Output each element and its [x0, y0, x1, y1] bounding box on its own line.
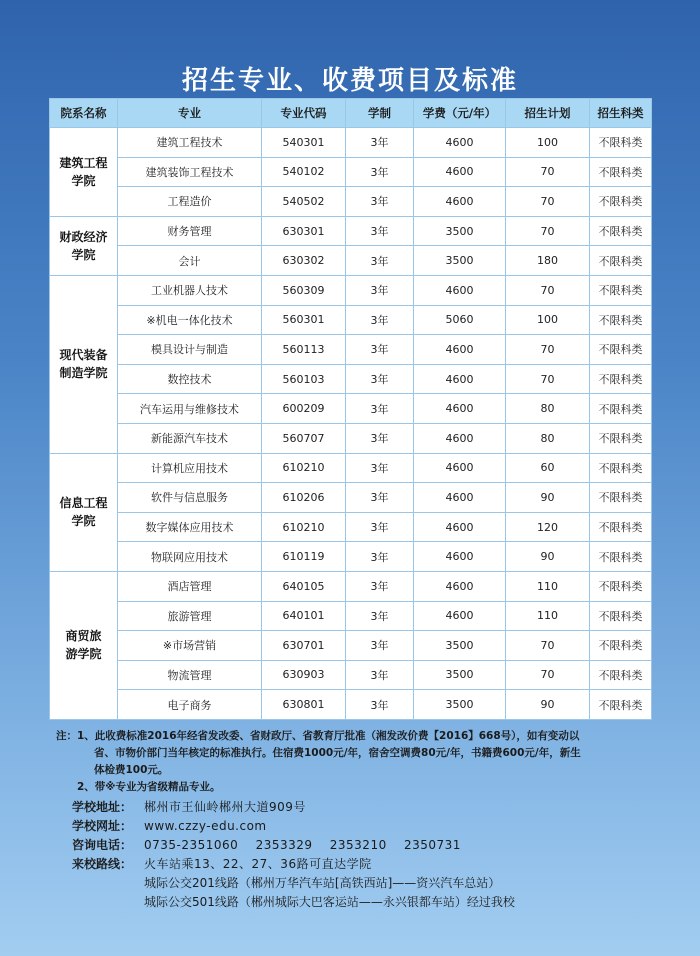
table-row: [50, 275, 652, 305]
duration-cell: 3年: [346, 216, 414, 246]
major-cell: 数字媒体应用技术: [118, 512, 262, 542]
category-cell: 不限科类: [590, 631, 652, 661]
table-row: [50, 512, 652, 542]
duration-cell: 3年: [346, 571, 414, 601]
college-cell: [50, 275, 118, 453]
duration-cell: 3年: [346, 542, 414, 572]
fee-table-container: [49, 98, 651, 720]
code-cell: 540301: [262, 128, 346, 158]
table-row: [50, 157, 652, 187]
college-name-line: 现代装备: [59, 348, 108, 363]
tuition-cell: 3500: [414, 660, 506, 690]
plan-cell: 110: [506, 571, 590, 601]
college-name-line: 游学院: [65, 647, 102, 662]
table-row: [50, 246, 652, 276]
code-cell: 630801: [262, 690, 346, 720]
website-link[interactable]: www.czzy-edu.com: [144, 819, 267, 833]
plan-cell: 180: [506, 246, 590, 276]
tuition-cell: 4600: [414, 275, 506, 305]
table-row: [50, 601, 652, 631]
major-cell: 物流管理: [118, 660, 262, 690]
plan-cell: 70: [506, 631, 590, 661]
plan-cell: 110: [506, 601, 590, 631]
plan-cell: 70: [506, 660, 590, 690]
tuition-cell: 3500: [414, 216, 506, 246]
college-cell: [50, 453, 118, 571]
plan-cell: 70: [506, 275, 590, 305]
college-cell: [50, 571, 118, 719]
major-cell: 计算机应用技术: [118, 453, 262, 483]
category-cell: 不限科类: [590, 483, 652, 513]
duration-cell: 3年: [346, 394, 414, 424]
major-cell: 汽车运用与维修技术: [118, 394, 262, 424]
table-row: [50, 690, 652, 720]
address-label: 学校地址：: [72, 800, 133, 814]
table-row: [50, 187, 652, 217]
category-cell: 不限科类: [590, 512, 652, 542]
category-cell: 不限科类: [590, 660, 652, 690]
major-cell: 建筑装饰工程技术: [118, 157, 262, 187]
route-label: 来校路线：: [72, 857, 133, 871]
category-cell: 不限科类: [590, 571, 652, 601]
code-cell: 560113: [262, 335, 346, 365]
phone-value: 0735-2351060 2353329 2353210 2350731: [144, 838, 461, 852]
tuition-cell: 4600: [414, 483, 506, 513]
major-cell: 工程造价: [118, 187, 262, 217]
tuition-cell: 3500: [414, 690, 506, 720]
duration-cell: 3年: [346, 335, 414, 365]
duration-cell: 3年: [346, 364, 414, 394]
code-cell: 610210: [262, 453, 346, 483]
duration-cell: 3年: [346, 305, 414, 335]
category-cell: 不限科类: [590, 542, 652, 572]
website-row: [72, 817, 672, 836]
table-body: [50, 128, 652, 720]
contact-info: [72, 798, 672, 912]
duration-cell: 3年: [346, 275, 414, 305]
category-cell: 不限科类: [590, 423, 652, 453]
major-cell: 酒店管理: [118, 571, 262, 601]
table-row: [50, 128, 652, 158]
major-cell: 会计: [118, 246, 262, 276]
tuition-cell: 4600: [414, 335, 506, 365]
category-cell: 不限科类: [590, 305, 652, 335]
duration-cell: 3年: [346, 157, 414, 187]
code-cell: 610206: [262, 483, 346, 513]
tuition-cell: 4600: [414, 512, 506, 542]
website-label: 学校网址：: [72, 819, 133, 833]
table-row: [50, 453, 652, 483]
category-cell: 不限科类: [590, 216, 652, 246]
duration-cell: 3年: [346, 423, 414, 453]
plan-cell: 60: [506, 453, 590, 483]
address-value: 郴州市王仙岭郴州大道909号: [144, 800, 306, 814]
route-line-1: 火车站乘13、22、27、36路可直达学院: [144, 857, 372, 871]
header-code: 专业代码: [262, 99, 346, 128]
category-cell: 不限科类: [590, 246, 652, 276]
major-cell: 旅游管理: [118, 601, 262, 631]
tuition-cell: 4600: [414, 187, 506, 217]
college-name-line: 建筑工程: [59, 155, 108, 170]
category-cell: 不限科类: [590, 187, 652, 217]
plan-cell: 120: [506, 512, 590, 542]
header-college: 院系名称: [50, 99, 118, 128]
note-line-3: 体检费100元。: [94, 764, 169, 776]
header-category: 招生科类: [590, 99, 652, 128]
code-cell: 560707: [262, 423, 346, 453]
duration-cell: 3年: [346, 128, 414, 158]
note-line-2: 省、市物价部门当年核定的标准执行。住宿费1000元/年，宿舍空调费80元/年，书籍费600元/年，新生: [94, 747, 581, 759]
category-cell: 不限科类: [590, 157, 652, 187]
college-name-line: 制造学院: [59, 366, 108, 381]
tuition-cell: 4600: [414, 542, 506, 572]
notes: [56, 728, 666, 796]
code-cell: 600209: [262, 394, 346, 424]
code-cell: 560309: [262, 275, 346, 305]
category-cell: 不限科类: [590, 394, 652, 424]
header-major: 专业: [118, 99, 262, 128]
category-cell: 不限科类: [590, 601, 652, 631]
address-row: [72, 798, 672, 817]
duration-cell: 3年: [346, 512, 414, 542]
duration-cell: 3年: [346, 187, 414, 217]
route-line-2: 城际公交201线路（郴州万华汽车站[高铁西站]——资兴汽车总站）: [144, 876, 501, 890]
tuition-cell: 4600: [414, 394, 506, 424]
table-row: [50, 335, 652, 365]
major-cell: 工业机器人技术: [118, 275, 262, 305]
major-cell: 建筑工程技术: [118, 128, 262, 158]
category-cell: 不限科类: [590, 128, 652, 158]
duration-cell: 3年: [346, 660, 414, 690]
duration-cell: 3年: [346, 483, 414, 513]
table-row: [50, 542, 652, 572]
code-cell: 540102: [262, 157, 346, 187]
phone-row: [72, 836, 672, 855]
table-row: [50, 364, 652, 394]
plan-cell: 100: [506, 128, 590, 158]
plan-cell: 80: [506, 423, 590, 453]
phone-label: 咨询电话：: [72, 838, 133, 852]
college-cell: [50, 128, 118, 217]
plan-cell: 90: [506, 483, 590, 513]
plan-cell: 70: [506, 157, 590, 187]
duration-cell: 3年: [346, 690, 414, 720]
tuition-cell: 4600: [414, 128, 506, 158]
college-name-line: 学院: [71, 247, 96, 262]
major-cell: 新能源汽车技术: [118, 423, 262, 453]
code-cell: 560103: [262, 364, 346, 394]
major-cell: ※市场营销: [118, 631, 262, 661]
major-cell: 软件与信息服务: [118, 483, 262, 513]
major-cell: 电子商务: [118, 690, 262, 720]
tuition-cell: 4600: [414, 453, 506, 483]
header-plan: 招生计划: [506, 99, 590, 128]
college-name-line: 财政经济: [59, 229, 108, 244]
major-cell: 模具设计与制造: [118, 335, 262, 365]
tuition-cell: 5060: [414, 305, 506, 335]
code-cell: 630302: [262, 246, 346, 276]
table-row: [50, 216, 652, 246]
table-row: [50, 305, 652, 335]
header-duration: 学制: [346, 99, 414, 128]
fee-table: [49, 98, 652, 720]
code-cell: 640101: [262, 601, 346, 631]
plan-cell: 70: [506, 216, 590, 246]
college-name-line: 信息工程: [59, 496, 108, 511]
table-header-row: [50, 99, 652, 128]
category-cell: 不限科类: [590, 275, 652, 305]
note-line-1: 注：1、此收费标准2016年经省发改委、省财政厅、省教育厅批准（湘发改价费【2016】668号），如有变动以: [56, 730, 580, 742]
table-row: [50, 423, 652, 453]
major-cell: ※机电一体化技术: [118, 305, 262, 335]
plan-cell: 80: [506, 394, 590, 424]
tuition-cell: 4600: [414, 571, 506, 601]
header-tuition: 学费（元/年）: [414, 99, 506, 128]
category-cell: 不限科类: [590, 335, 652, 365]
college-cell: [50, 216, 118, 275]
tuition-cell: 4600: [414, 364, 506, 394]
college-name-line: 学院: [71, 514, 96, 529]
plan-cell: 70: [506, 187, 590, 217]
plan-cell: 90: [506, 690, 590, 720]
plan-cell: 70: [506, 364, 590, 394]
major-cell: 财务管理: [118, 216, 262, 246]
tuition-cell: 4600: [414, 601, 506, 631]
major-cell: 物联网应用技术: [118, 542, 262, 572]
table-row: [50, 660, 652, 690]
code-cell: 630903: [262, 660, 346, 690]
code-cell: 610210: [262, 512, 346, 542]
code-cell: 610119: [262, 542, 346, 572]
route-row: [72, 855, 672, 874]
plan-cell: 70: [506, 335, 590, 365]
tuition-cell: 3500: [414, 631, 506, 661]
page-title: 招生专业、收费项目及标准: [181, 66, 518, 96]
tuition-cell: 4600: [414, 423, 506, 453]
plan-cell: 100: [506, 305, 590, 335]
category-cell: 不限科类: [590, 364, 652, 394]
duration-cell: 3年: [346, 631, 414, 661]
table-row: [50, 631, 652, 661]
note-line-4: 2、带※专业为省级精品专业。: [77, 781, 221, 793]
duration-cell: 3年: [346, 601, 414, 631]
code-cell: 630701: [262, 631, 346, 661]
table-row: [50, 394, 652, 424]
table-row: [50, 483, 652, 513]
table-row: [50, 571, 652, 601]
major-cell: 数控技术: [118, 364, 262, 394]
duration-cell: 3年: [346, 246, 414, 276]
code-cell: 540502: [262, 187, 346, 217]
category-cell: 不限科类: [590, 690, 652, 720]
tuition-cell: 4600: [414, 157, 506, 187]
college-name-line: 商贸旅: [65, 629, 102, 644]
code-cell: 560301: [262, 305, 346, 335]
code-cell: 640105: [262, 571, 346, 601]
college-name-line: 学院: [71, 173, 96, 188]
duration-cell: 3年: [346, 453, 414, 483]
route-line-3: 城际公交501线路（郴州城际大巴客运站——永兴银都车站）经过我校: [144, 895, 515, 909]
code-cell: 630301: [262, 216, 346, 246]
plan-cell: 90: [506, 542, 590, 572]
tuition-cell: 3500: [414, 246, 506, 276]
category-cell: 不限科类: [590, 453, 652, 483]
